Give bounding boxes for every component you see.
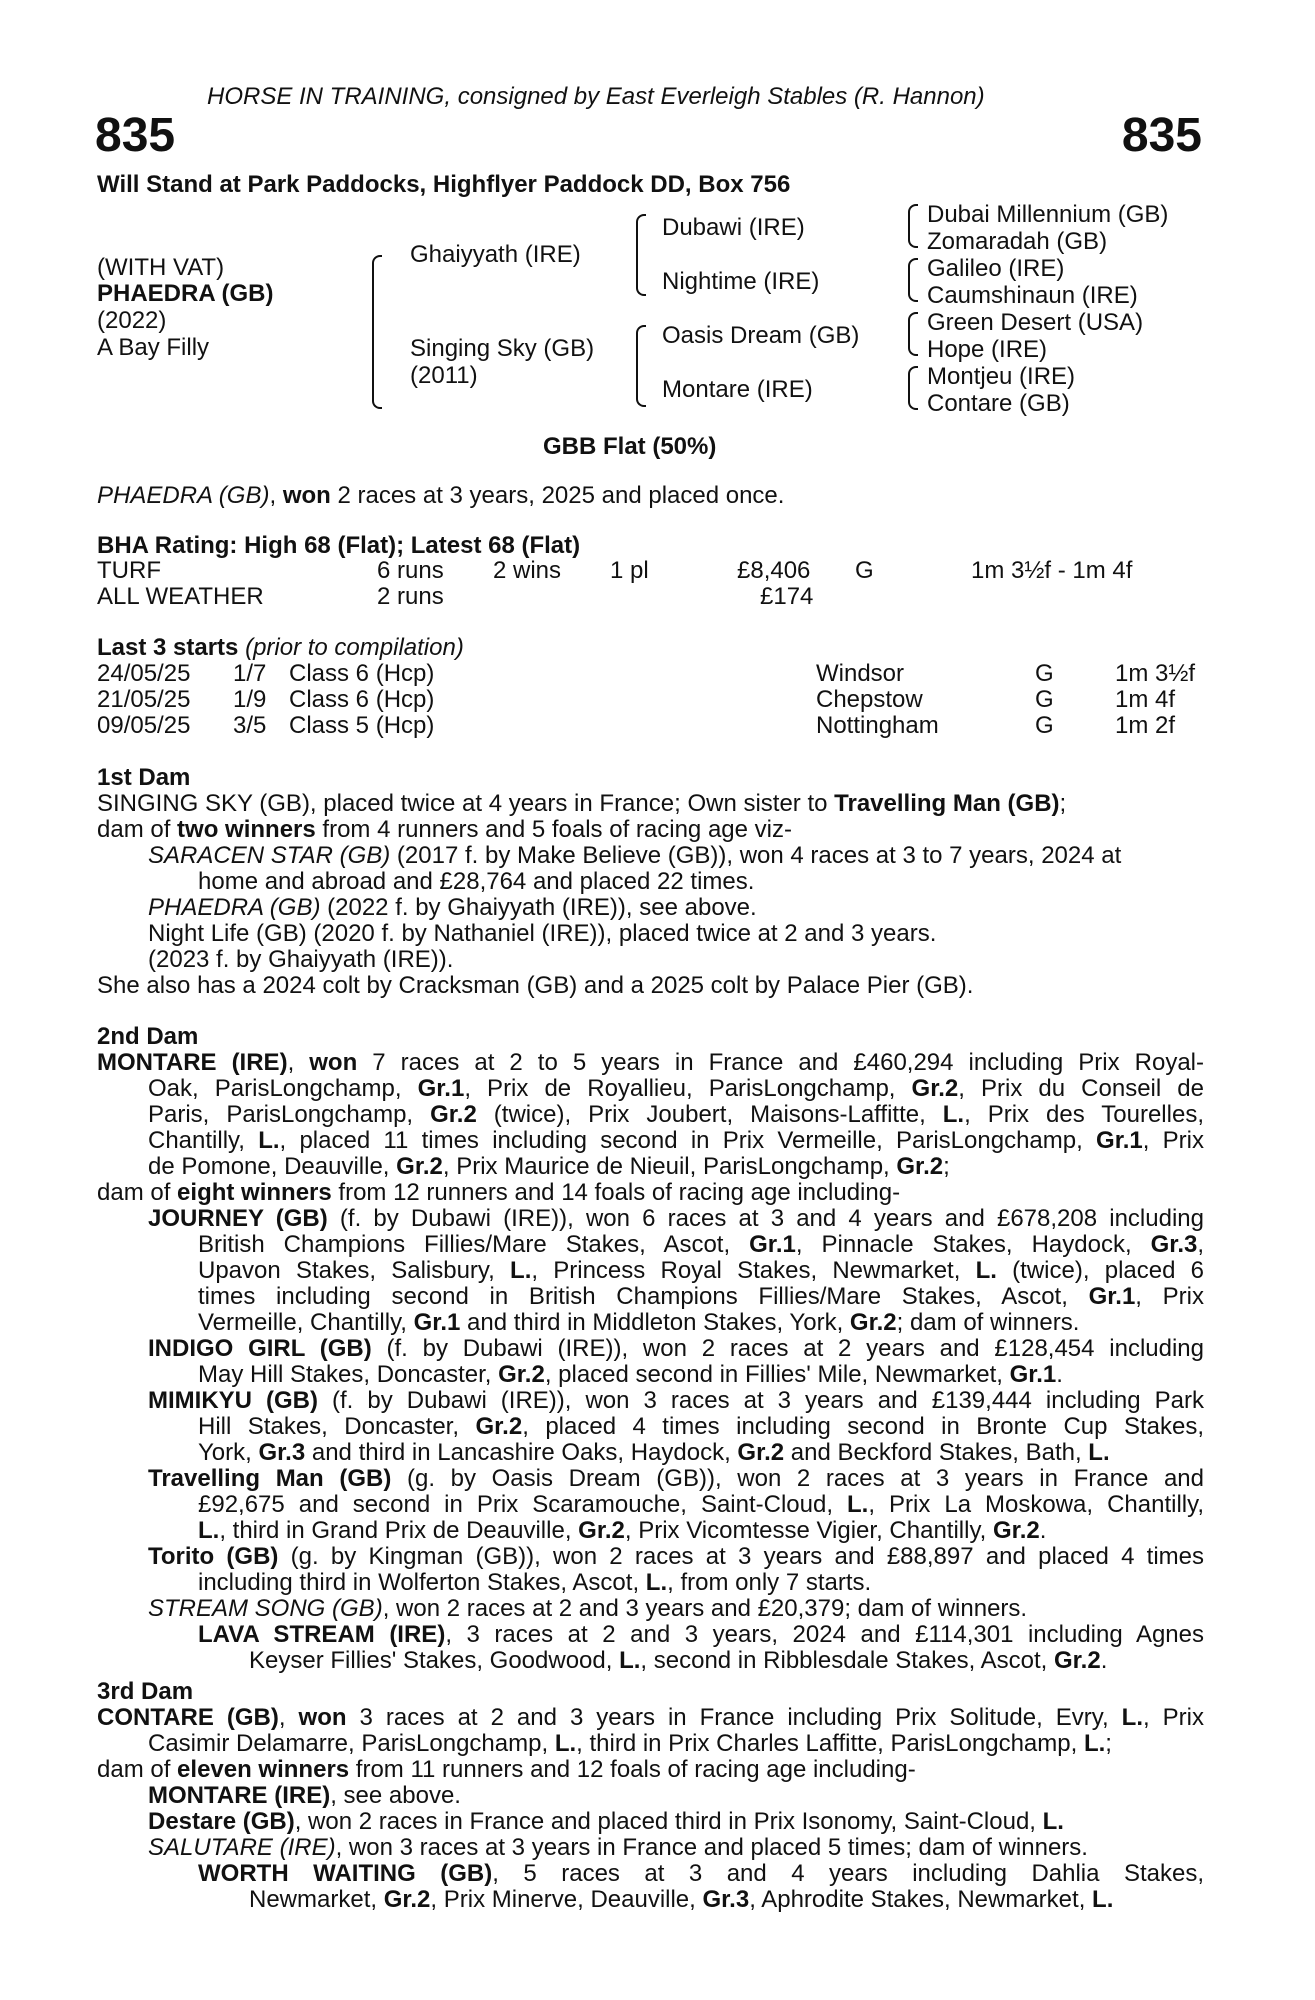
text-run: , third in Grand Prix de Deauville, xyxy=(219,1517,579,1544)
text-run: PHAEDRA (GB) xyxy=(148,894,321,921)
text-run: (g. by Oasis Dream (GB)), won 2 races at 3 years in France and xyxy=(391,1465,1204,1492)
great-grandparent: Hope (IRE) xyxy=(927,336,1048,363)
great-grandparent: Contare (GB) xyxy=(927,390,1070,417)
text-run: L. xyxy=(1083,1730,1106,1757)
bha-heading: BHA Rating: High 68 (Flat); Latest 68 (Flat) xyxy=(97,532,581,559)
granddam-1: Nightime (IRE) xyxy=(662,268,820,295)
text-run: . xyxy=(1039,1517,1047,1544)
text-run: Gr.2 xyxy=(578,1517,625,1544)
dam1-line xyxy=(97,791,1066,817)
bha-cell: 2 wins xyxy=(493,557,562,584)
great-grandparent: Green Desert (USA) xyxy=(927,309,1144,336)
dam2-line xyxy=(198,1492,1204,1518)
brace-sire xyxy=(636,214,646,296)
great-grandparent: Dubai Millennium (GB) xyxy=(927,201,1169,228)
dam2-line xyxy=(148,1544,1204,1570)
start-position: 1/9 xyxy=(233,686,267,713)
dam1-line: Night Life (GB) (2020 f. by Nathaniel (IRE)), placed twice at 2 and 3 years. xyxy=(148,920,937,947)
text-run: JOURNEY (GB) xyxy=(148,1205,328,1232)
dam2-line xyxy=(148,1466,1204,1492)
summary-rest: 2 races at 3 years, 2025 and placed once. xyxy=(330,482,785,509)
horse-year: (2022) xyxy=(97,307,167,334)
text-run: , xyxy=(287,1049,310,1076)
text-run: Destare (GB) xyxy=(148,1808,295,1835)
text-run: (f. by Dubawi (IRE)), won 6 races at 3 and 4 years and £678,208 including xyxy=(327,1205,1204,1232)
horse-name: PHAEDRA (GB) xyxy=(97,280,274,307)
text-run: ; xyxy=(1105,1730,1112,1757)
dam2-line xyxy=(198,1570,871,1596)
lot-number-right: 835 xyxy=(1121,109,1202,162)
text-run: eleven winners xyxy=(177,1756,350,1783)
text-run: Gr.2 xyxy=(911,1075,959,1102)
text-run: , Prix Maurice de Nieuil, ParisLongchamp, xyxy=(442,1153,897,1180)
text-run: from 11 runners and 12 foals of racing age including- xyxy=(349,1756,916,1783)
text-run: Newmarket, xyxy=(249,1886,384,1913)
start-distance: 1m 2f xyxy=(1115,712,1176,739)
dam3-line xyxy=(148,1783,461,1809)
text-run: L. xyxy=(975,1257,997,1284)
text-run: British Champions Fillies/Mare Stakes, Ascot, xyxy=(198,1231,750,1258)
text-run: Gr.2 xyxy=(475,1413,523,1440)
start-class: Class 5 (Hcp) xyxy=(289,712,435,739)
text-run: Gr.1 xyxy=(1096,1127,1143,1154)
granddam-2: Montare (IRE) xyxy=(662,376,813,403)
text-run: , third in Prix Charles Laffitte, ParisLongchamp, xyxy=(576,1730,1084,1757)
text-run: York, xyxy=(198,1439,259,1466)
starts-heading xyxy=(97,635,464,661)
text-run: ; xyxy=(1059,790,1067,817)
text-run: L. xyxy=(1088,1439,1110,1466)
start-class: Class 6 (Hcp) xyxy=(289,686,435,713)
dam2-line xyxy=(198,1232,1204,1258)
text-run: , Prix des Tourelles, xyxy=(964,1101,1204,1128)
text-run: . xyxy=(1056,1361,1063,1388)
race-summary xyxy=(97,483,784,509)
start-class: Class 6 (Hcp) xyxy=(289,660,435,687)
dam2-line xyxy=(148,1336,1204,1362)
gbb-rating: GBB Flat (50%) xyxy=(543,433,717,460)
text-run: , xyxy=(278,1704,299,1731)
dam3-line xyxy=(249,1887,1113,1913)
dam3-line xyxy=(148,1835,1088,1861)
grandsire-2: Oasis Dream (GB) xyxy=(662,322,860,349)
start-position: 1/7 xyxy=(233,660,267,687)
great-grandparent: Caumshinaun (IRE) xyxy=(927,282,1138,309)
text-run: Gr.1 xyxy=(413,1309,461,1336)
text-run: , won 2 races at 2 and 3 years and £20,379; dam of winners. xyxy=(382,1595,1028,1622)
dam-name: Singing Sky (GB) xyxy=(410,335,595,362)
text-run: LAVA STREAM (IRE) xyxy=(198,1621,446,1648)
dam2-line xyxy=(198,1362,1063,1388)
dam1-line: (2023 f. by Ghaiyyath (IRE)). xyxy=(148,946,454,973)
text-run: L. xyxy=(554,1730,577,1757)
text-run: Gr.1 xyxy=(1088,1283,1136,1310)
text-run: (twice), placed 6 xyxy=(996,1257,1205,1284)
start-course: Nottingham xyxy=(816,712,939,739)
text-run: , won 3 races at 3 years in France and placed 5 times; dam of winners. xyxy=(335,1834,1088,1861)
text-run: SALUTARE (IRE) xyxy=(148,1834,336,1861)
start-going: G xyxy=(1035,660,1054,687)
starts-title: Last 3 starts xyxy=(97,634,239,661)
text-run: Travelling Man (GB) xyxy=(834,790,1060,817)
text-run: Gr.1 xyxy=(417,1075,465,1102)
text-run: L. xyxy=(645,1569,668,1596)
text-run: dam of xyxy=(97,1179,178,1206)
text-run: L. xyxy=(258,1127,280,1154)
dam2-line xyxy=(97,1180,900,1206)
text-run: Gr.2 xyxy=(383,1886,431,1913)
text-run: Gr.1 xyxy=(1009,1361,1057,1388)
text-run: from 12 runners and 14 foals of racing age including- xyxy=(331,1179,901,1206)
start-distance: 1m 4f xyxy=(1115,686,1176,713)
brace-dam xyxy=(636,325,646,407)
dam2-line xyxy=(148,1102,1204,1128)
text-run: and third in Middleton Stakes, York, xyxy=(460,1309,850,1336)
dam3-line xyxy=(97,1757,916,1783)
text-run: dam of xyxy=(97,1756,178,1783)
text-run: , Prix Minerve, Deauville, xyxy=(430,1886,703,1913)
text-run: Upavon Stakes, Salisbury, xyxy=(198,1257,511,1284)
text-run: , placed second in Fillies' Mile, Newmarket, xyxy=(544,1361,1010,1388)
text-run: times including second in British Champions Fillies/Mare Stakes, Ascot, xyxy=(198,1283,1089,1310)
text-run: Vermeille, Chantilly, xyxy=(198,1309,414,1336)
text-run: L. xyxy=(1121,1704,1143,1731)
text-run: L. xyxy=(510,1257,532,1284)
dam3-line xyxy=(148,1731,1112,1757)
text-run: , won 2 races in France and placed third in Prix Isonomy, Saint-Cloud, xyxy=(294,1808,1043,1835)
brace-gg-1 xyxy=(908,204,918,248)
text-run: STREAM SONG (GB) xyxy=(148,1595,383,1622)
text-run: SARACEN STAR (GB) xyxy=(148,842,391,869)
dam1-heading: 1st Dam xyxy=(97,764,191,791)
text-run: . xyxy=(1100,1647,1108,1674)
text-run: won xyxy=(298,1704,347,1731)
start-date: 21/05/25 xyxy=(97,686,191,713)
text-run: Gr.2 xyxy=(849,1309,897,1336)
vat-note: (WITH VAT) xyxy=(97,254,225,281)
text-run: Gr.3 xyxy=(258,1439,306,1466)
text-run: , see above. xyxy=(330,1782,461,1809)
dam3-heading: 3rd Dam xyxy=(97,1678,194,1705)
text-run: Gr.1 xyxy=(749,1231,796,1258)
dam2-line xyxy=(148,1596,1027,1622)
text-run: INDIGO GIRL (GB) xyxy=(148,1335,372,1362)
text-run: SINGING SKY (GB), placed twice at 4 years in France; Own sister to xyxy=(97,790,835,817)
text-run: £92,675 and second in Prix Scaramouche, Saint-Cloud, xyxy=(198,1491,848,1518)
text-run: , Prix Vicomtesse Vigier, Chantilly, xyxy=(624,1517,994,1544)
starts-note: (prior to compilation) xyxy=(238,634,464,661)
dam2-line xyxy=(198,1518,1046,1544)
start-position: 3/5 xyxy=(233,712,267,739)
text-run: and third in Lancashire Oaks, Haydock, xyxy=(305,1439,738,1466)
text-run: , xyxy=(1197,1231,1205,1258)
text-run: MONTARE (IRE) xyxy=(148,1782,331,1809)
bha-cell: TURF xyxy=(97,557,161,584)
brace-parents xyxy=(372,255,382,409)
text-run: including third in Wolferton Stakes, Ascot, xyxy=(198,1569,646,1596)
text-run: , Pinnacle Stakes, Haydock, xyxy=(795,1231,1151,1258)
text-run: Paris, ParisLongchamp, xyxy=(148,1101,431,1128)
dam2-line xyxy=(249,1648,1107,1674)
brace-gg-4 xyxy=(908,366,918,410)
dam3-line xyxy=(148,1809,1064,1835)
bha-cell: £8,406 xyxy=(737,557,811,584)
lot-number-left: 835 xyxy=(95,109,176,162)
start-course: Windsor xyxy=(816,660,905,687)
brace-gg-2 xyxy=(908,258,918,302)
text-run: MIMIKYU (GB) xyxy=(148,1387,318,1414)
dam1-line xyxy=(148,895,757,921)
text-run: (2017 f. by Make Believe (GB)), won 4 races at 3 to 7 years, 2024 at xyxy=(390,842,1122,869)
dam2-line xyxy=(148,1206,1204,1232)
text-run: , placed 11 times including second in Prix Vermeille, ParisLongchamp, xyxy=(279,1127,1097,1154)
text-run: L. xyxy=(198,1517,220,1544)
dam1-line: She also has a 2024 colt by Cracksman (GB) and a 2025 colt by Palace Pier (GB). xyxy=(97,972,974,999)
text-run: Casimir Delamarre, ParisLongchamp, xyxy=(148,1730,555,1757)
dam2-line xyxy=(198,1440,1110,1466)
text-run: won xyxy=(309,1049,358,1076)
text-run: , 3 races at 2 and 3 years, 2024 and £114,301 including Agnes xyxy=(445,1621,1204,1648)
dam2-line xyxy=(198,1284,1204,1310)
text-run: Travelling Man (GB) xyxy=(148,1465,392,1492)
text-run: two winners xyxy=(177,816,316,843)
dam2-line xyxy=(198,1258,1204,1284)
text-run: WORTH WAITING (GB) xyxy=(198,1860,493,1887)
start-date: 24/05/25 xyxy=(97,660,191,687)
text-run: (twice), Prix Joubert, Maisons-Laffitte, xyxy=(476,1101,943,1128)
text-run: , Aphrodite Stakes, Newmarket, xyxy=(749,1886,1093,1913)
text-run: May Hill Stakes, Doncaster, xyxy=(198,1361,499,1388)
text-run: , placed 4 times including second in Bronte Cup Stakes, xyxy=(522,1413,1204,1440)
start-distance: 1m 3½f xyxy=(1115,660,1196,687)
text-run: dam of xyxy=(97,816,178,843)
text-run: MONTARE (IRE) xyxy=(97,1049,288,1076)
text-run: , Prix xyxy=(1135,1283,1204,1310)
text-run: L. xyxy=(1042,1808,1064,1835)
text-run: Gr.2 xyxy=(993,1517,1040,1544)
bha-cell: 6 runs xyxy=(377,557,444,584)
bha-cell: 1 pl xyxy=(610,557,649,584)
summary-sep: , xyxy=(269,482,283,509)
dam2-line xyxy=(198,1622,1204,1648)
text-run: L. xyxy=(942,1101,965,1128)
start-going: G xyxy=(1035,686,1054,713)
dam2-heading: 2nd Dam xyxy=(97,1023,199,1050)
consignor-line: HORSE IN TRAINING, consigned by East Everleigh Stables (R. Hannon) xyxy=(207,83,985,110)
text-run: Hill Stakes, Doncaster, xyxy=(198,1413,476,1440)
text-run: L. xyxy=(619,1647,641,1674)
text-run: (g. by Kingman (GB)), won 2 races at 3 years and £88,897 and placed 4 times xyxy=(278,1543,1204,1570)
text-run: L. xyxy=(1092,1886,1114,1913)
dam1-line: home and abroad and £28,764 and placed 22 times. xyxy=(198,868,755,895)
dam1-line xyxy=(148,843,1121,869)
dam-year: (2011) xyxy=(410,362,478,389)
text-run: (f. by Dubawi (IRE)), won 2 races at 2 years and £128,454 including xyxy=(371,1335,1204,1362)
sire-name: Ghaiyyath (IRE) xyxy=(410,241,581,268)
brace-gg-3 xyxy=(908,312,918,356)
text-run: Gr.2 xyxy=(737,1439,785,1466)
text-run: CONTARE (GB) xyxy=(97,1704,279,1731)
text-run: Keyser Fillies' Stakes, Goodwood, xyxy=(249,1647,620,1674)
text-run: , Princess Royal Stakes, Newmarket, xyxy=(531,1257,976,1284)
summary-won: won xyxy=(282,482,331,509)
text-run: ; dam of winners. xyxy=(896,1309,1080,1336)
text-run: Gr.3 xyxy=(702,1886,750,1913)
text-run: ; xyxy=(943,1153,950,1180)
dam2-line xyxy=(148,1154,950,1180)
text-run: from 4 runners and 5 foals of racing age viz- xyxy=(315,816,792,843)
dam3-line xyxy=(198,1861,1204,1887)
text-run: Gr.2 xyxy=(896,1153,944,1180)
dam2-line xyxy=(198,1414,1204,1440)
great-grandparent: Galileo (IRE) xyxy=(927,255,1065,282)
dam1-line xyxy=(97,817,792,843)
text-run: eight winners xyxy=(177,1179,332,1206)
text-run: Gr.2 xyxy=(396,1153,443,1180)
text-run: Gr.3 xyxy=(1150,1231,1198,1258)
text-run: 3 races at 2 and 3 years in France including Prix Solitude, Evry, xyxy=(346,1704,1122,1731)
horse-description: A Bay Filly xyxy=(97,334,210,361)
text-run: Torito (GB) xyxy=(148,1543,279,1570)
text-run: , Prix xyxy=(1143,1704,1204,1731)
dam2-line xyxy=(148,1128,1204,1154)
text-run: Gr.2 xyxy=(498,1361,545,1388)
text-run: Gr.2 xyxy=(1053,1647,1101,1674)
great-grandparent: Zomaradah (GB) xyxy=(927,228,1108,255)
text-run: , Prix de Royallieu, ParisLongchamp, xyxy=(464,1075,912,1102)
text-run: , Prix du Conseil de xyxy=(958,1075,1204,1102)
great-grandparent: Montjeu (IRE) xyxy=(927,363,1076,390)
text-run: , from only 7 starts. xyxy=(667,1569,872,1596)
bha-cell: £174 xyxy=(760,583,814,610)
dam2-line xyxy=(97,1050,1204,1076)
text-run: , Prix La Moskowa, Chantilly, xyxy=(868,1491,1204,1518)
bha-cell: ALL WEATHER xyxy=(97,583,264,610)
start-course: Chepstow xyxy=(816,686,923,713)
bha-cell: G xyxy=(855,557,874,584)
bha-cell: 1m 3½f - 1m 4f xyxy=(971,557,1133,584)
text-run: Chantilly, xyxy=(148,1127,259,1154)
text-run: Gr.2 xyxy=(430,1101,477,1128)
text-run: , 5 races at 3 and 4 years including Dahlia Stakes, xyxy=(492,1860,1204,1887)
summary-horse-name: PHAEDRA (GB) xyxy=(97,482,270,509)
grandsire-1: Dubawi (IRE) xyxy=(662,214,805,241)
stand-line: Will Stand at Park Paddocks, Highflyer Paddock DD, Box 756 xyxy=(97,171,791,198)
start-date: 09/05/25 xyxy=(97,712,191,739)
text-run: (f. by Dubawi (IRE)), won 3 races at 3 years and £139,444 including Park xyxy=(318,1387,1204,1414)
text-run: Oak, ParisLongchamp, xyxy=(148,1075,418,1102)
bha-cell: 2 runs xyxy=(377,583,444,610)
text-run: (2022 f. by Ghaiyyath (IRE)), see above. xyxy=(320,894,757,921)
start-going: G xyxy=(1035,712,1054,739)
text-run: de Pomone, Deauville, xyxy=(148,1153,397,1180)
dam2-line xyxy=(198,1310,1079,1336)
text-run: , second in Ribblesdale Stakes, Ascot, xyxy=(640,1647,1054,1674)
dam2-line xyxy=(148,1076,1204,1102)
text-run: 7 races at 2 to 5 years in France and £460,294 including Prix Royal- xyxy=(357,1049,1204,1076)
dam3-line xyxy=(97,1705,1204,1731)
text-run: , Prix xyxy=(1142,1127,1205,1154)
dam2-line xyxy=(148,1388,1204,1414)
text-run: and Beckford Stakes, Bath, xyxy=(784,1439,1089,1466)
text-run: L. xyxy=(847,1491,869,1518)
